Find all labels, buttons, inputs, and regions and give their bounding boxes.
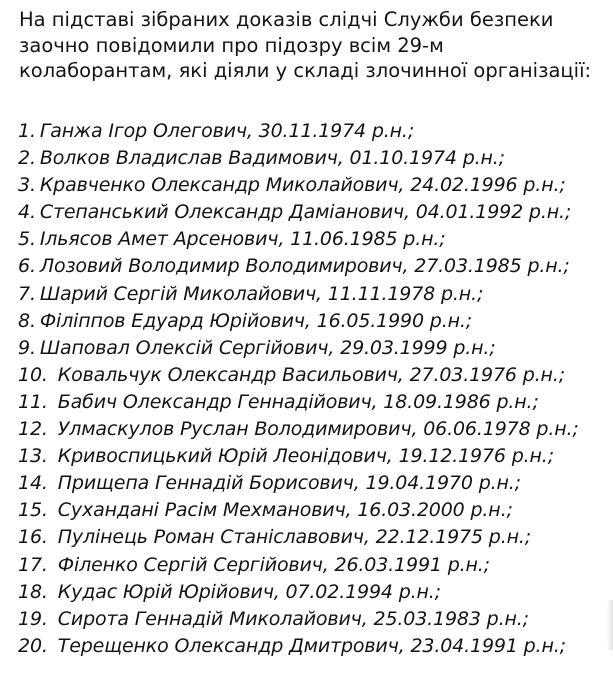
item-text: Сухандані Расім Мехманович, 16.03.2000 р.н.; (57, 499, 513, 522)
item-text: Пулінець Роман Станіславович, 22.12.1975 р.н.; (57, 526, 532, 549)
item-text: Кудас Юрій Юрійович, 07.02.1994 р.н.; (57, 580, 441, 603)
intro-line: заочно повідомили про підозру всім 29-м (19, 33, 444, 57)
list-item (18, 118, 608, 145)
item-number: 5. (18, 228, 36, 251)
list-item (18, 497, 608, 524)
item-text: Бабич Олександр Геннадійович, 18.09.1986 р.н.; (57, 390, 539, 413)
item-text: Кривоспицький Юрій Леонідович, 19.12.1976 р.н.; (57, 445, 554, 468)
list-item (18, 552, 608, 579)
list-item (18, 145, 608, 172)
list-item (18, 579, 608, 606)
item-number: 13. (18, 445, 48, 468)
item-text: Ільясов Амет Арсенович, 11.06.1985 р.н.; (39, 228, 446, 251)
intro-line: На підставі зібраних доказів слідчі Служби безпеки (19, 8, 554, 31)
list-item (18, 470, 608, 497)
item-text: Прищепа Геннадій Борисович, 19.04.1970 р.н.; (57, 472, 521, 495)
list-item (18, 199, 608, 226)
item-number: 3. (18, 174, 36, 197)
item-text: Волков Владислав Вадимович, 01.10.1974 р.н.; (39, 147, 505, 170)
item-text: Кравченко Олександр Миколайович, 24.02.1996 р.н.; (39, 174, 566, 197)
list-item (18, 308, 608, 335)
list-item (18, 226, 608, 253)
item-number: 1. (18, 120, 36, 142)
item-number: 10. (18, 363, 48, 386)
item-text: Лозовий Володимир Володимирович, 27.03.1985 р.н.; (39, 255, 570, 278)
list-item (18, 606, 608, 633)
list-item (18, 172, 608, 199)
item-text: Філіппов Едуард Юрійович, 16.05.1990 р.н.; (39, 309, 473, 332)
item-number: 14. (18, 472, 48, 495)
item-text: Філенко Сергій Сергійович, 26.03.1991 р.н.; (57, 553, 490, 576)
intro-paragraph (19, 7, 604, 84)
item-number: 11. (18, 390, 48, 413)
list-item (18, 253, 608, 280)
item-number: 12. (18, 418, 48, 441)
item-number: 7. (18, 282, 36, 305)
list-item (18, 633, 608, 660)
item-text: Ковальчук Олександр Васильович, 27.03.1976 р.н.; (57, 363, 565, 386)
item-text: Улмаскулов Руслан Володимирович, 06.06.1978 р.н.; (57, 418, 579, 441)
item-number: 6. (18, 255, 36, 278)
list-item (18, 362, 608, 389)
suspects-list (18, 118, 608, 660)
item-number: 20. (18, 634, 48, 657)
list-item (18, 524, 608, 551)
list-item (18, 443, 608, 470)
intro-line: колаборантам, які діяли у складі злочинної організації: (19, 59, 592, 82)
item-number: 9. (18, 336, 36, 359)
page-edge-shadow (607, 600, 613, 650)
item-number: 2. (18, 147, 36, 170)
item-number: 19. (18, 607, 48, 630)
list-item (18, 281, 608, 308)
item-text: Шаповал Олексій Сергійович, 29.03.1999 р.н.; (39, 336, 496, 359)
list-item (18, 389, 608, 416)
item-text: Шарий Сергій Миколайович, 11.11.1978 р.н.; (39, 282, 484, 305)
item-number: 4. (18, 201, 36, 224)
list-item (18, 416, 608, 443)
item-number: 8. (18, 309, 36, 332)
item-number: 17. (18, 553, 48, 576)
item-number: 16. (18, 526, 48, 549)
item-number: 15. (18, 499, 48, 522)
list-item (18, 335, 608, 362)
item-text: Степанський Олександр Даміанович, 04.01.1992 р.н.; (39, 201, 572, 224)
item-text: Терещенко Олександр Дмитрович, 23.04.1991 р.н.; (57, 634, 566, 657)
item-text: Ганжа Ігор Олегович, 30.11.1974 р.н.; (39, 120, 415, 142)
item-number: 18. (18, 580, 48, 603)
item-text: Сирота Геннадій Миколайович, 25.03.1983 р.н.; (57, 607, 529, 630)
